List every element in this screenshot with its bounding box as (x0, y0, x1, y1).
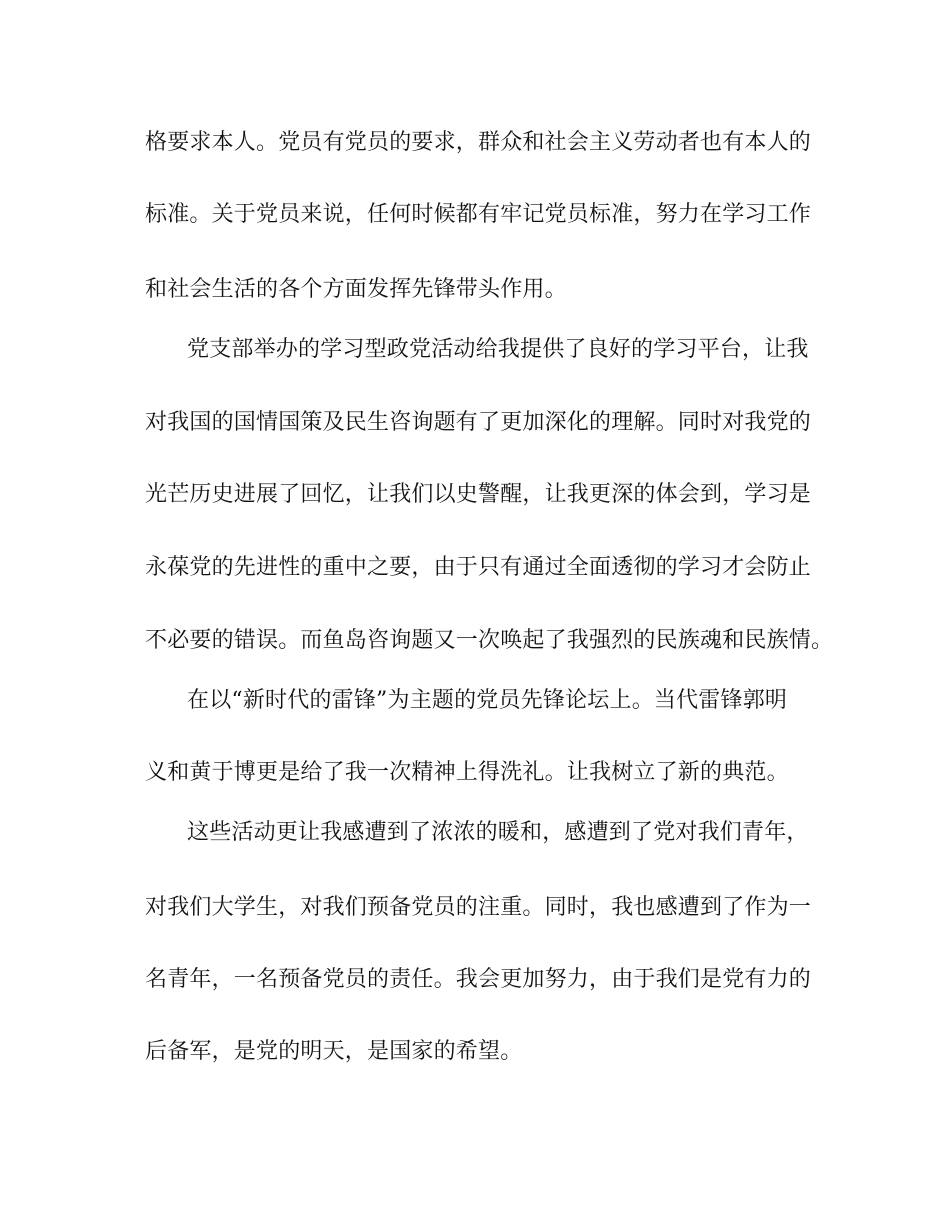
text-line: 和社会生活的各个方面发挥先锋带头作用。 (145, 277, 567, 302)
text-line: 格要求本人。党员有党员的要求，群众和社会主义劳动者也有本人的 (145, 130, 812, 155)
text-line: 义和黄于博更是给了我一次精神上得洗礼。让我树立了新的典范。 (145, 760, 789, 785)
text-line: 后备军，是党的明天，是国家的希望。 (145, 1039, 523, 1064)
text-line: 永葆党的先进性的重中之要，由于只有通过全面透彻的学习才会防止 (145, 555, 812, 580)
text-line: 光芒历史进展了回忆，让我们以史警醒，让我更深的体会到，学习是 (145, 482, 812, 507)
text-line: 不必要的错误。而鱼岛咨询题又一次唤起了我强烈的民族魂和民族情。 (145, 628, 834, 653)
paragraph-start-line: 党支部举办的学习型政党活动给我提供了良好的学习平台，让我 (187, 337, 809, 362)
text-line: 名青年，一名预备党员的责任。我会更加努力，由于我们是党有力的 (145, 967, 812, 992)
text-line: 对我国的国情国策及民生咨询题有了更加深化的理解。同时对我党的 (145, 410, 812, 435)
paragraph-start-line: 这些活动更让我感遭到了浓浓的暖和，感遭到了党对我们青年， (187, 820, 809, 845)
paragraph-start-line: 在以“新时代的雷锋”为主题的党员先锋论坛上。当代雷锋郭明 (187, 688, 788, 713)
text-line: 标准。关于党员来说，任何时候都有牢记党员标准，努力在学习工作 (145, 202, 812, 227)
text-line: 对我们大学生，对我们预备党员的注重。同时，我也感遭到了作为一 (145, 895, 812, 920)
